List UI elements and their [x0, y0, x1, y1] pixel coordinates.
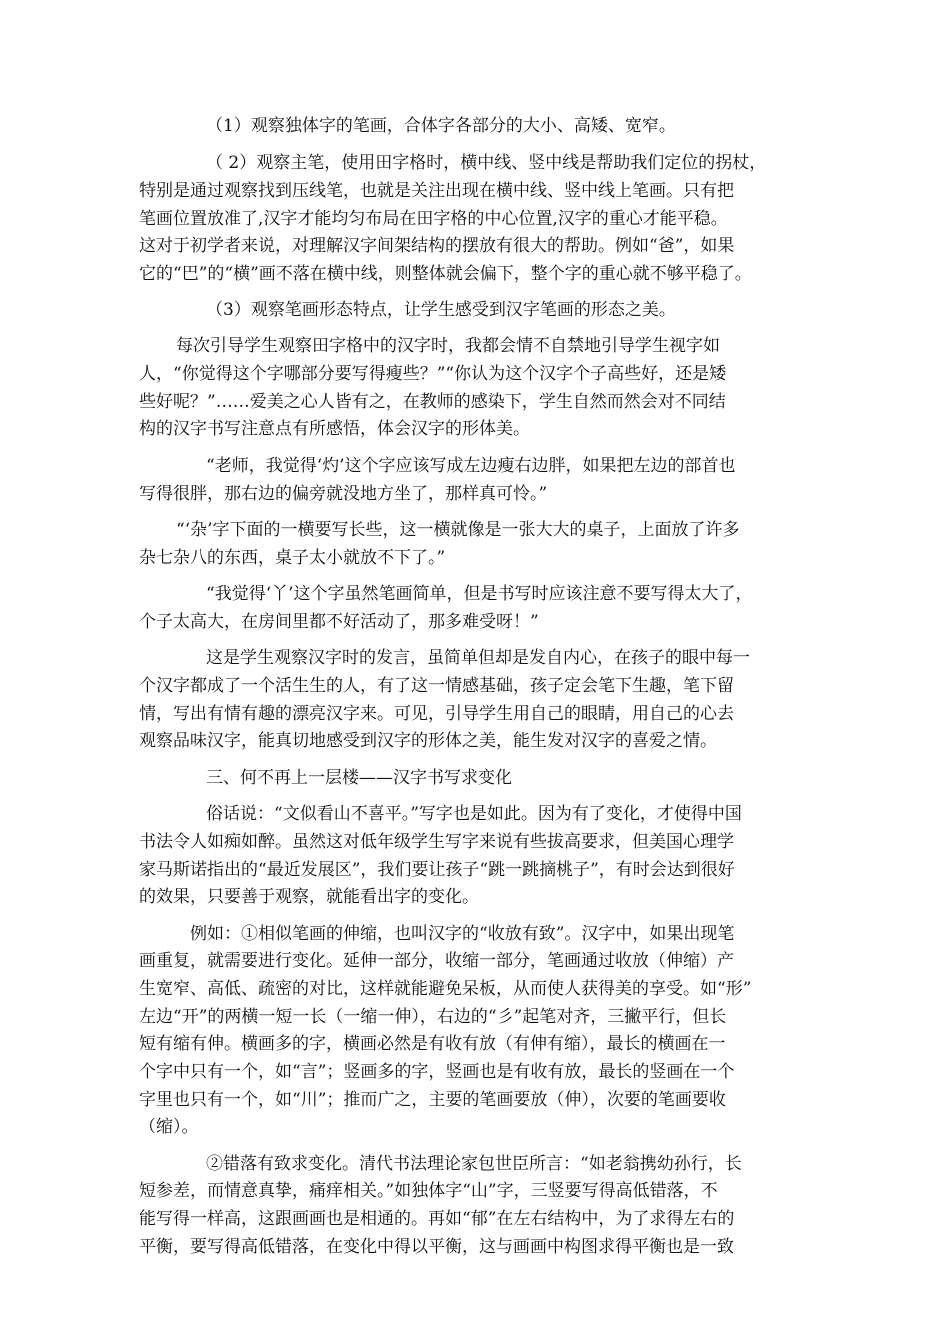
- text-line: “‘杂’字下面的一横要写长些，这一横就像是一张大大的桌子，上面放了许多: [176, 520, 740, 540]
- text-line: 它的“巴”的“横”画不落在横中线，则整体就会偏下，整个字的重心就不够平稳了。: [139, 264, 752, 284]
- text-line: 俗话说：“文似看山不喜平。”写字也是如此。因为有了变化，才使得中国: [206, 804, 742, 824]
- text-line: 字里也只有一个，如“川”；推而广之，主要的笔画要放（伸），次要的笔画要收: [139, 1090, 726, 1110]
- text-line: 些好呢？”……爱美之心人皆有之，在教师的感染下，学生自然而然会对不同结: [139, 392, 726, 412]
- section-heading: 三、何不再上一层楼——汉字书写求变化: [206, 768, 512, 788]
- text-line: 生宽窄、高低、疏密的对比，这样就能避免呆板，从而使人获得美的享受。如“形”: [139, 979, 752, 999]
- text-line: 情，写出有情有趣的漂亮汉字来。可见，引导学生用自己的眼睛，用自己的心去: [139, 704, 734, 724]
- text-line: 观察品味汉字，能真切地感受到汉字的形体之美，能生发对汉字的喜爱之情。: [139, 731, 717, 751]
- text-line: 画重复，就需要进行变化。延伸一部分，收缩一部分，笔画通过收放（伸缩）产: [139, 951, 734, 971]
- text-line: 人，“你觉得这个字哪部分要写得瘦些？”“你认为这个汉字个子高些好，还是矮: [139, 364, 727, 384]
- text-line: ②错落有致求变化。清代书法理论家包世臣所言：“如老翁携幼孙行，长: [206, 1154, 742, 1174]
- text-line: （3）观察笔画形态特点，让学生感受到汉字笔画的形态之美。: [206, 300, 676, 320]
- text-line: 笔画位置放准了,汉字才能均匀布局在田字格的中心位置,汉字的重心才能平稳。: [139, 209, 728, 229]
- text-line: 这是学生观察汉字时的发言，虽简单但却是发自内心，在孩子的眼中每一: [206, 648, 750, 668]
- text-line: 短参差，而情意真挚，痛痒相关。”如独体字“山”字，三竖要写得高低错落，不: [139, 1181, 718, 1201]
- text-line: 个字中只有一个，如“言”；竖画多的字，竖画也是有收有放，最长的竖画在一个: [139, 1062, 735, 1082]
- text-line: 能写得一样高，这跟画画也是相通的。再如“郁”在左右结构中，为了求得左右的: [139, 1209, 735, 1229]
- text-line: “老师，我觉得‘灼’这个字应该写成左边瘦右边胖，如果把左边的部首也: [206, 456, 736, 476]
- text-line: （缩）。: [139, 1117, 199, 1137]
- text-line: 书法令人如痴如醉。虽然这对低年级学生写字来说有些拔高要求，但美国心理学: [139, 832, 734, 852]
- text-line: 特别是通过观察找到压线笔，也就是关注出现在横中线、竖中线上笔画。只有把: [139, 181, 734, 201]
- text-line: 的效果，只要善于观察，就能看出字的变化。: [139, 887, 479, 907]
- text-line: 短有缩有伸。横画多的字，横画必然是有收有放（有伸有缩），最长的横画在一: [139, 1034, 726, 1054]
- text-line: 个子太高大，在房间里都不好活动了，那多难受呀！”: [139, 612, 539, 632]
- text-line: 个汉字都成了一个活生生的人，有了这一情感基础，孩子定会笔下生趣，笔下留: [139, 676, 734, 696]
- text-line: “我觉得‘丫’这个字虽然笔画简单，但是书写时应该注意不要写得太大了，: [206, 584, 753, 604]
- text-line: 构的汉字书写注意点有所感悟，体会汉字的形体美。: [139, 419, 530, 439]
- text-line: 这对于初学者来说，对理解汉字间架结构的摆放有很大的帮助。例如“爸”，如果: [139, 236, 735, 256]
- text-line: 写得很胖，那右边的偏旁就没地方坐了，那样真可怜。”: [139, 484, 548, 504]
- text-line: （ 2）观察主笔，使用田字格时，横中线、竖中线是帮助我们定位的拐杖，: [206, 153, 767, 173]
- text-line: 例如：①相似笔画的伸缩，也叫汉字的“收放有致”。汉字中，如果出现笔: [190, 924, 735, 944]
- text-line: 每次引导学生观察田字格中的汉字时，我都会情不自禁地引导学生视字如: [176, 336, 720, 356]
- text-line: 左边“开”的两横一短一长（一缩一伸），右边的“彡”起笔对齐，三撇平行，但长: [139, 1007, 727, 1027]
- text-line: 杂七杂八的东西，桌子太小就放不下了。”: [139, 548, 446, 568]
- text-line: 平衡，要写得高低错落，在变化中得以平衡，这与画画中构图求得平衡也是一致: [139, 1237, 734, 1257]
- text-line: 家马斯诺指出的“最近发展区”，我们要让孩子“跳一跳摘桃子”，有时会达到很好: [139, 860, 735, 880]
- text-line: （1）观察独体字的笔画，合体字各部分的大小、高矮、宽窄。: [206, 116, 676, 136]
